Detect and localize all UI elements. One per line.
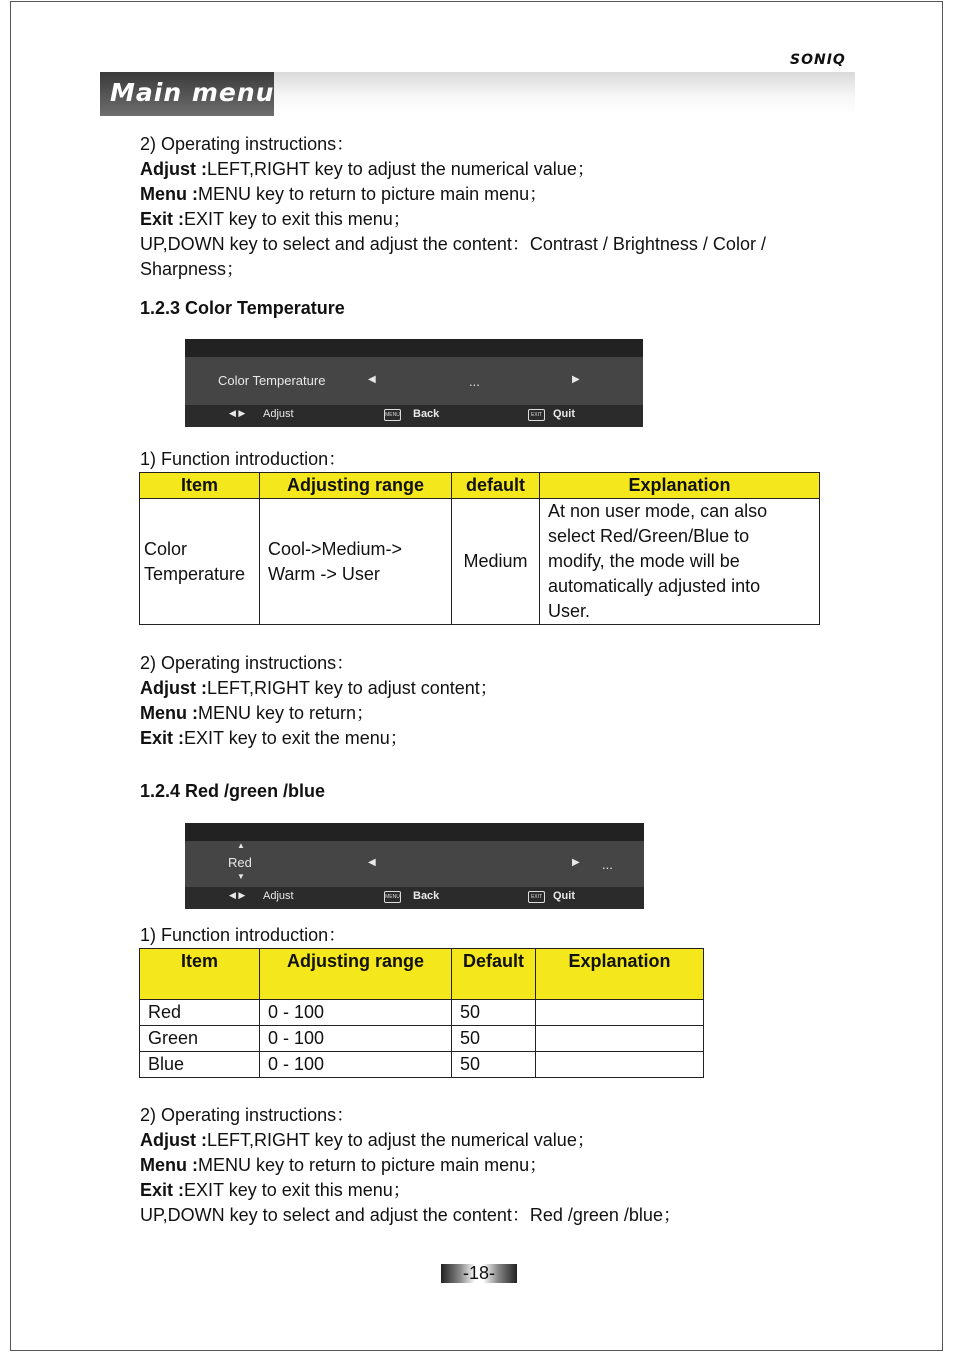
cell-default: 50	[452, 1026, 536, 1052]
header-item: Item	[140, 949, 260, 1000]
table-row	[140, 1000, 704, 1026]
left-right-arrows-icon: ◀ ▶	[229, 408, 246, 418]
ops-exit-line: Exit :EXIT key to exit the menu；	[140, 728, 408, 748]
ops-adjust-line: Adjust :LEFT,RIGHT key to adjust the numerical value；	[140, 159, 595, 179]
cell-range: 0 - 100	[260, 1026, 452, 1052]
color-temperature-table	[139, 472, 820, 625]
table-row	[140, 1026, 704, 1052]
cell-item: Blue	[140, 1052, 260, 1078]
osd-value: ...	[602, 857, 613, 872]
cell-default: 50	[452, 1052, 536, 1078]
ops-exit-line: Exit :EXIT key to exit this menu；	[140, 209, 411, 229]
cell-range: Cool->Medium-> Warm -> User	[260, 499, 452, 625]
cell-item: Green	[140, 1026, 260, 1052]
osd-label: Red	[228, 855, 252, 870]
menu-key-icon: MENU	[384, 409, 401, 421]
osd-color-temperature	[185, 339, 643, 427]
ops-updown-line: UP,DOWN key to select and adjust the content：Red /green /blue；	[140, 1205, 681, 1225]
ops-adjust-line: Adjust :LEFT,RIGHT key to adjust the numerical value；	[140, 1130, 595, 1150]
up-arrow-icon: ▲	[237, 841, 245, 850]
ops-updown-line: UP,DOWN key to select and adjust the content：Contrast / Brightness / Color /	[140, 234, 766, 254]
table-header-row	[140, 949, 704, 1000]
ops-title: 2) Operating instructions：	[140, 134, 355, 154]
header-explanation: Explanation	[536, 949, 704, 1000]
osd-quit-hint: Quit	[553, 890, 575, 902]
osd-red-green-blue	[185, 823, 644, 909]
ops-title: 2) Operating instructions：	[140, 1105, 355, 1125]
cell-item: Color Temperature	[140, 499, 260, 625]
section-heading-color-temperature: 1.2.3 Color Temperature	[140, 298, 345, 318]
left-arrow-icon: ◀	[368, 374, 376, 385]
menu-key-icon: MENU	[384, 891, 401, 903]
cell-item: Red	[140, 1000, 260, 1026]
ops-menu-line: Menu :MENU key to return to picture main menu；	[140, 184, 548, 204]
cell-range: 0 - 100	[260, 1000, 452, 1026]
func-intro-title: 1) Function introduction：	[140, 449, 347, 469]
cell-default: 50	[452, 1000, 536, 1026]
exit-key-icon: EXIT	[528, 891, 545, 903]
cell-explanation: At non user mode, can also select Red/Green/Blue to modify, the mode will be automatically adjusted into User.	[540, 499, 820, 625]
osd-label: Color Temperature	[218, 373, 326, 388]
header-default: default	[452, 473, 540, 499]
header-range: Adjusting range	[260, 949, 452, 1000]
left-right-arrows-icon: ◀ ▶	[229, 890, 246, 900]
section-heading-rgb: 1.2.4 Red /green /blue	[140, 781, 326, 801]
ops-menu-line: Menu :MENU key to return；	[140, 703, 375, 723]
brand-logo: SONIQ	[790, 52, 846, 68]
right-arrow-icon: ▶	[572, 374, 580, 385]
page-number: -18-	[441, 1264, 517, 1283]
cell-explanation	[536, 1000, 704, 1026]
osd-adjust-hint: Adjust	[263, 408, 294, 420]
left-arrow-icon: ◀	[368, 857, 376, 868]
osd-back-hint: Back	[413, 890, 440, 902]
table-row	[140, 499, 820, 625]
ops-title: 2) Operating instructions：	[140, 653, 355, 673]
ops-menu-line: Menu :MENU key to return to picture main menu；	[140, 1155, 548, 1175]
cell-range: 0 - 100	[260, 1052, 452, 1078]
cell-explanation	[536, 1026, 704, 1052]
osd-back-hint: Back	[413, 408, 440, 420]
cell-explanation	[536, 1052, 704, 1078]
header-explanation: Explanation	[540, 473, 820, 499]
ops-updown-line-2: Sharpness；	[140, 259, 245, 279]
osd-quit-hint: Quit	[553, 408, 575, 420]
page-title: Main menu	[110, 78, 275, 107]
down-arrow-icon: ▼	[237, 872, 245, 881]
table-row	[140, 1052, 704, 1078]
rgb-table	[139, 948, 704, 1078]
func-intro-title: 1) Function introduction：	[140, 925, 347, 945]
header-range: Adjusting range	[260, 473, 452, 499]
osd-value: ...	[469, 374, 480, 389]
exit-key-icon: EXIT	[528, 409, 545, 421]
header-item: Item	[140, 473, 260, 499]
osd-adjust-hint: Adjust	[263, 890, 294, 902]
ops-exit-line: Exit :EXIT key to exit this menu；	[140, 1180, 411, 1200]
cell-default: Medium	[452, 499, 540, 625]
table-header-row	[140, 473, 820, 499]
header-default: Default	[452, 949, 536, 1000]
right-arrow-icon: ▶	[572, 857, 580, 868]
ops-adjust-line: Adjust :LEFT,RIGHT key to adjust content；	[140, 678, 498, 698]
